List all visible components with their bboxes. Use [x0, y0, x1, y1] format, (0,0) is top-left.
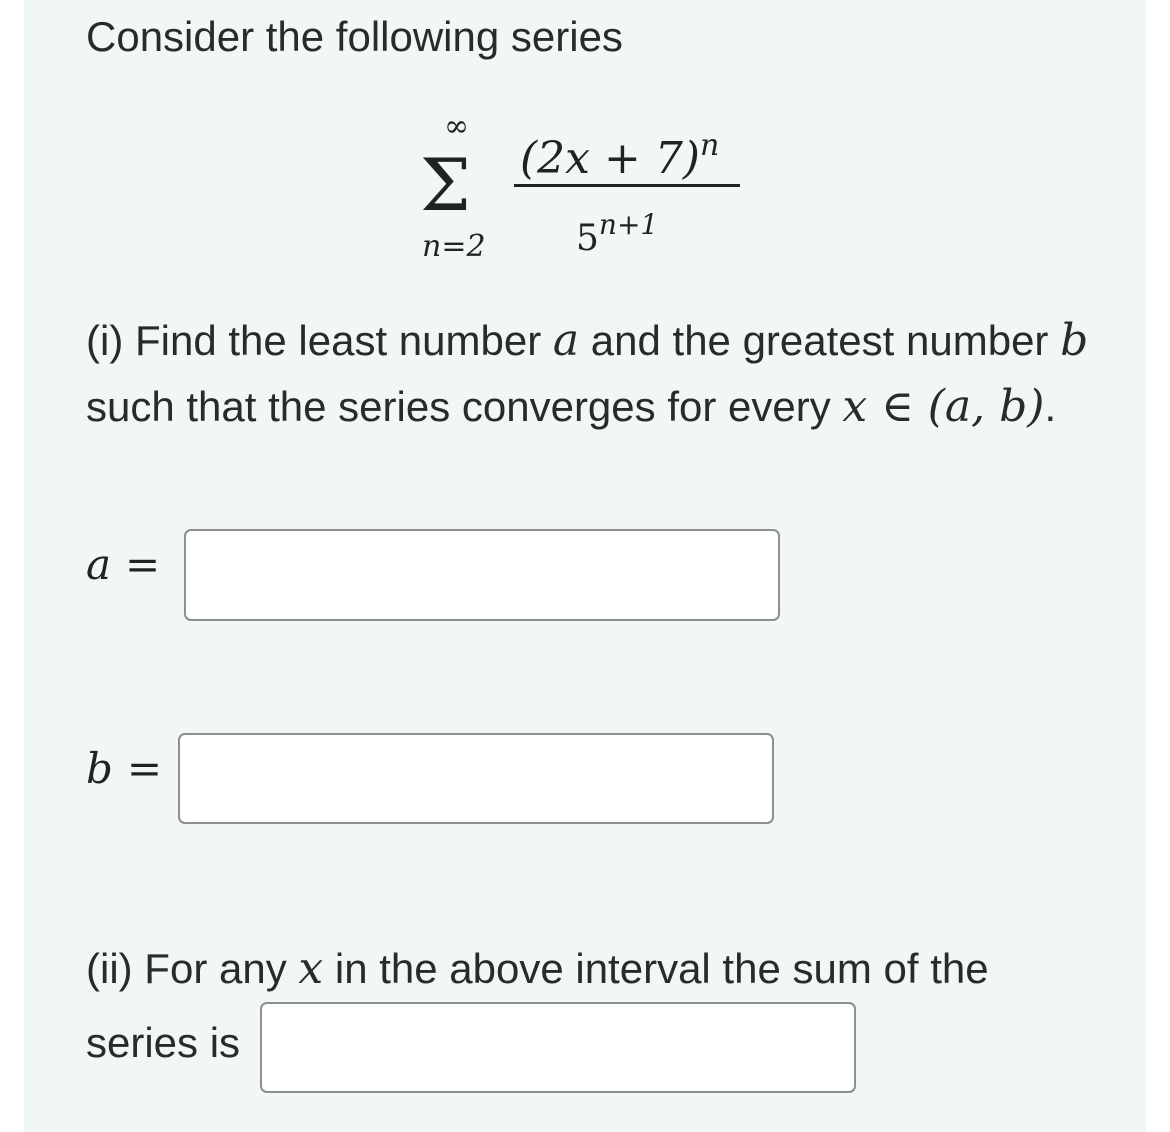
- sigma-symbol: Σ: [420, 143, 471, 227]
- part-i-period: .: [1044, 383, 1057, 430]
- sum-upper-limit: ∞: [444, 109, 469, 144]
- var-x: x: [842, 381, 868, 432]
- intro-text: Consider the following series: [86, 13, 623, 60]
- fraction-bar: [514, 184, 740, 187]
- numerator-exponent: n: [699, 128, 720, 163]
- numerator-base: (2x + 7): [520, 133, 700, 184]
- part-i-text-1: (i) Find the least number: [86, 317, 553, 364]
- denominator: [576, 200, 658, 264]
- answer-b-input[interactable]: [178, 733, 774, 824]
- label-b-equals: =: [126, 744, 163, 793]
- part-ii-text-2: in the above interval the sum of the: [323, 945, 989, 992]
- part-ii-text-1: (ii) For any: [86, 945, 299, 992]
- part-ii-text: [86, 936, 989, 1002]
- part-i-text-2: and the greatest number: [579, 317, 1061, 364]
- part-ii-var-x: x: [298, 943, 324, 994]
- label-a: [86, 540, 160, 590]
- var-a: a: [552, 315, 580, 366]
- sum-lower-limit: n=2: [422, 229, 486, 264]
- label-b: [86, 744, 162, 794]
- var-b: b: [1060, 315, 1089, 366]
- denominator-exponent: n+1: [598, 208, 659, 241]
- part-ii-text-3: series is: [86, 1019, 241, 1066]
- label-b-var: b: [86, 744, 113, 793]
- label-a-var: a: [86, 540, 112, 589]
- answer-a-input[interactable]: [184, 529, 780, 621]
- numerator: [520, 118, 719, 187]
- part-i-text-3: such that the series converges for every: [86, 383, 843, 430]
- interval-a-b: (a, b): [927, 381, 1045, 432]
- label-a-equals: =: [125, 540, 161, 589]
- denominator-base: 5: [576, 218, 599, 259]
- part-i-text: [86, 308, 1126, 440]
- answer-sum-input[interactable]: [260, 1002, 856, 1093]
- element-of-symbol: ∈: [867, 381, 928, 432]
